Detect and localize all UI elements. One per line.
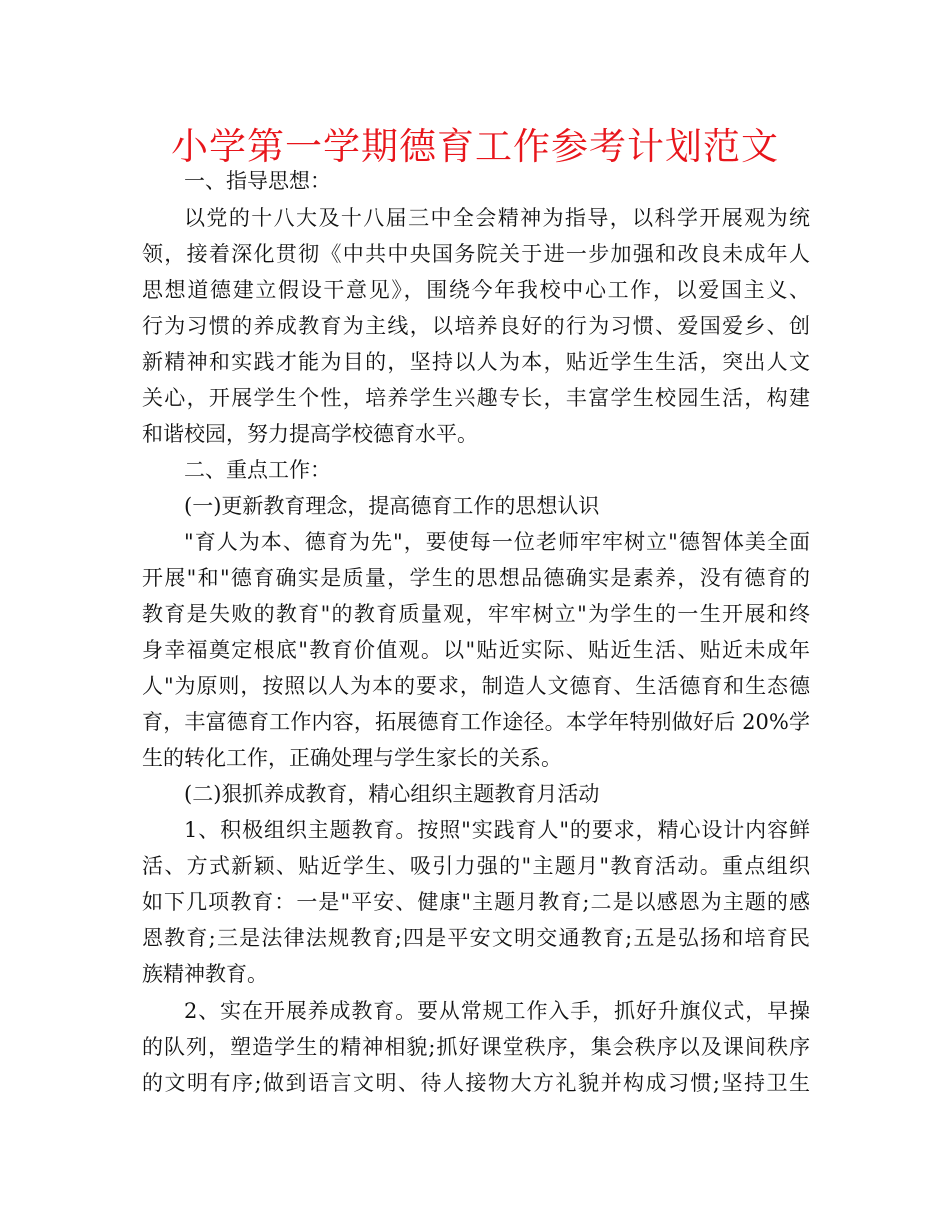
section-heading-key-work: 二、重点工作： [184,458,331,482]
subsection-heading-2: (二)狠抓养成教育，精心组织主题教育月活动 [184,782,600,806]
paragraph-line: 身幸福奠定根底"教育价值观。以"贴近实际、贴近生活、贴近未成年 [142,638,810,662]
paragraph-line: 教育是失败的教育"的教育质量观，牢牢树立"为学生的一生开展和终 [142,602,810,626]
paragraph-line: 人"为原则，按照以人为本的要求，制造人文德育、生活德育和生态德 [142,674,810,698]
paragraph-line: 领，接着深化贯彻《中共中央国务院关于进一步加强和改良未成年人 [142,242,810,266]
paragraph-line: 关心，开展学生个性，培养学生兴趣专长，丰富学生校园生活，构建 [142,386,810,410]
paragraph-line: 开展"和"德育确实是质量，学生的思想品德确实是素养，没有德育的 [142,566,810,590]
paragraph-line: 思想道德建立假设干意见》，围绕今年我校中心工作，以爱国主义、 [142,278,810,302]
paragraph-line: 活、方式新颖、贴近学生、吸引力强的"主题月"教育活动。重点组织 [142,854,810,878]
paragraph-line: 行为习惯的养成教育为主线，以培养良好的行为习惯、爱国爱乡、创 [142,314,810,338]
paragraph-line: 新精神和实践才能为目的，坚持以人为本，贴近学生生活，突出人文 [142,350,810,374]
paragraph-line: 恩教育;三是法律法规教育;四是平安文明交通教育;五是弘扬和培育民 [142,926,810,950]
paragraph-line: "育人为本、德育为先"，要使每一位老师牢牢树立"德智体美全面 [184,530,810,554]
document-title: 小学第一学期德育工作参考计划范文 [171,125,779,168]
section-heading-guiding-thought: 一、指导思想： [184,169,331,193]
paragraph-line: 1、积极组织主题教育。按照"实践育人"的要求，精心设计内容鲜 [184,818,810,842]
paragraph-line: 族精神教育。 [142,962,268,986]
paragraph-line: 的队列，塑造学生的精神相貌;抓好课堂秩序，集会秩序以及课间秩序 [142,1035,810,1059]
paragraph-line: 2、实在开展养成教育。要从常规工作入手，抓好升旗仪式，早操 [184,999,810,1023]
paragraph-line: 和谐校园，努力提高学校德育水平。 [142,422,478,446]
paragraph-line: 的文明有序;做到语言文明、待人接物大方礼貌并构成习惯;坚持卫生 [142,1071,810,1095]
paragraph-line: 如下几项教育：一是"平安、健康"主题月教育;二是以感恩为主题的感 [142,890,810,914]
subsection-heading-1: (一)更新教育理念，提高德育工作的思想认识 [184,494,600,518]
paragraph-line: 育，丰富德育工作内容，拓展德育工作途径。本学年特别做好后 20%学 [142,710,810,734]
paragraph-line: 以党的十八大及十八届三中全会精神为指导，以科学开展观为统 [184,206,810,230]
paragraph-line: 生的转化工作，正确处理与学生家长的关系。 [142,746,562,770]
